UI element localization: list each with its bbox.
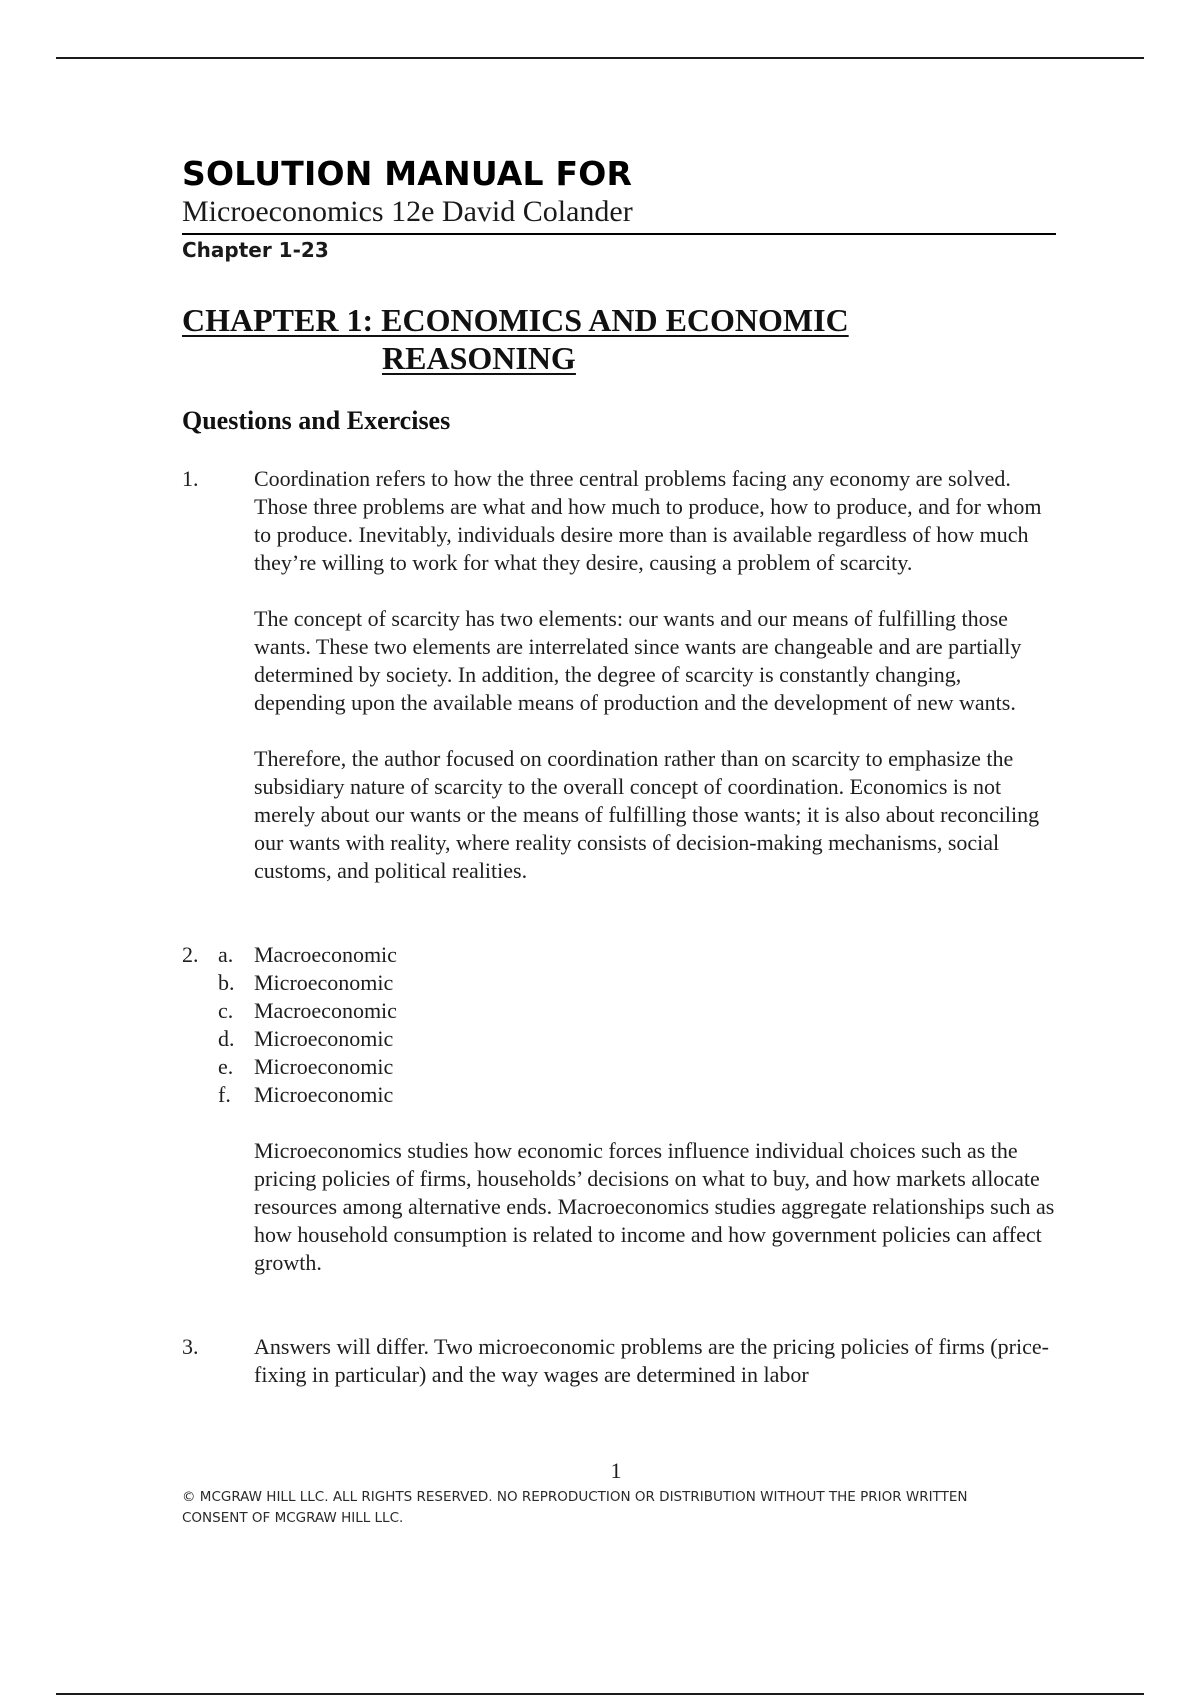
answer-paragraph: Microeconomics studies how economic forces influence individual choices such as the pricing policies of firms, households’ decisions on what to buy, and how markets allocate resources among alternative ends. Macroeconomics studies aggregate relationships such as how household consumption is related to income and how government policies can affect growth.: [254, 1138, 1055, 1275]
manual-title: SOLUTION MANUAL FOR: [182, 154, 633, 193]
list-item: [182, 997, 984, 1025]
answer-paragraph: Answers will differ. Two microeconomic problems are the pricing policies of firms (price-fixing in particular) and the way wages are determined in labor: [254, 1334, 1049, 1387]
chapter-heading-line-1: CHAPTER 1: ECONOMICS AND ECONOMIC: [182, 302, 849, 338]
list-letter: f.: [218, 1082, 231, 1107]
list-item: [182, 1081, 984, 1109]
list-letter: d.: [218, 1026, 235, 1051]
question-3: [182, 1333, 1056, 1389]
list-item: [182, 941, 984, 969]
section-heading: Questions and Exercises: [182, 406, 451, 435]
chapter-heading-line-2: REASONING: [382, 340, 576, 376]
list-item: [182, 1025, 984, 1053]
top-page-rule: [56, 57, 1144, 59]
document-page: [182, 154, 1056, 1389]
question-number: 3.: [182, 1334, 199, 1359]
classification-list: [182, 941, 984, 1109]
list-letter: c.: [218, 998, 234, 1023]
list-item-text: Macroeconomic: [254, 942, 397, 967]
question-number: 1.: [182, 466, 199, 491]
list-letter: a.: [218, 942, 234, 967]
question-1: [182, 465, 1056, 885]
chapter-heading: [182, 301, 1056, 377]
answer-paragraph: Therefore, the author focused on coordination rather than on scarcity to emphasize the subsidiary nature of scarcity to the overall concept of coordination. Economics is not merely about our wants or the means of fulfilling those wants; it is also about reconciling our wants with reality, where reality consists of decision-making mechanisms, social customs, and political realities.: [254, 746, 1040, 883]
copyright-notice: [182, 1487, 1062, 1529]
list-letter: b.: [218, 970, 235, 995]
list-item: [182, 969, 984, 997]
list-item: [182, 1053, 984, 1081]
book-subtitle: Microeconomics 12e David Colander: [182, 194, 1056, 235]
copyright-line-2: CONSENT OF MCGRAW HILL LLC.: [182, 1510, 404, 1526]
question-number: 2.: [182, 942, 199, 967]
list-letter: e.: [218, 1054, 234, 1079]
copyright-line-1: © MCGRAW HILL LLC. ALL RIGHTS RESERVED. NO REPRODUCTION OR DISTRIBUTION WITHOUT THE PRIOR WRITTEN: [182, 1489, 968, 1505]
list-item-text: Microeconomic: [254, 1026, 394, 1051]
list-item-text: Microeconomic: [254, 970, 394, 995]
chapter-range: Chapter 1-23: [182, 238, 329, 262]
answer-paragraph: Coordination refers to how the three central problems facing any economy are solved. Those three problems are what and how much to produce, how to produce, and for whom to produce. Inevitably, individuals desire more than is available regardless of how much they’re willing to work for what they desire, causing a problem of scarcity.: [254, 466, 1042, 575]
list-item-text: Microeconomic: [254, 1082, 394, 1107]
answer-paragraph: The concept of scarcity has two elements: our wants and our means of fulfilling those wants. These two elements are interrelated since wants are changeable and are partially determined by society. In addition, the degree of scarcity is constantly changing, depending upon the available means of production and the development of new wants.: [254, 606, 1022, 715]
bottom-page-rule: [56, 1693, 1144, 1695]
page-number: 1: [610, 1458, 622, 1483]
question-2: [182, 941, 1056, 1277]
list-item-text: Macroeconomic: [254, 998, 397, 1023]
list-item-text: Microeconomic: [254, 1054, 394, 1079]
